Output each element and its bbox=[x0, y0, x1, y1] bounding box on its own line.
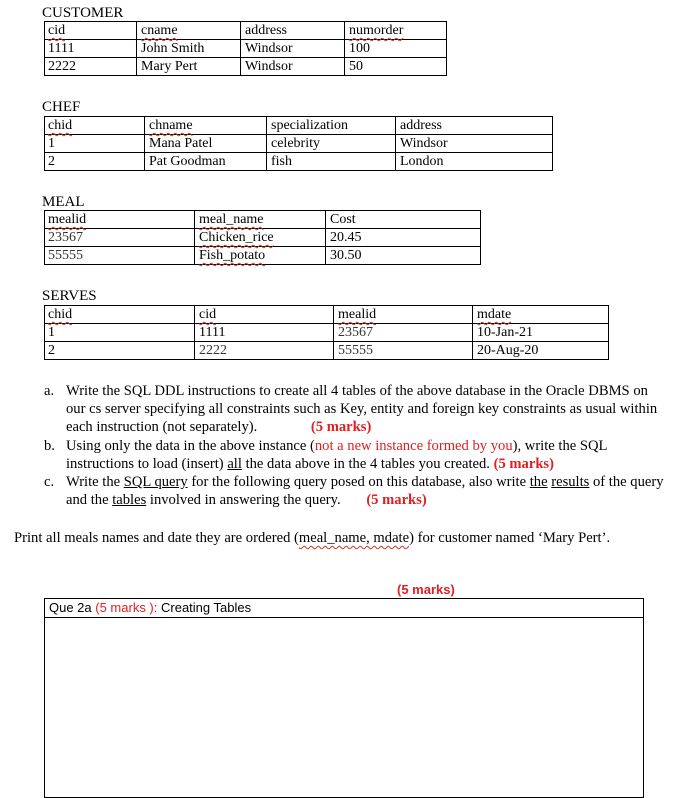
meal-table-title: MEAL bbox=[42, 194, 85, 210]
header-cell: cid bbox=[195, 306, 334, 324]
question-text: ), write the SQL instructions to load (insert) bbox=[66, 437, 607, 472]
question-b bbox=[44, 437, 666, 473]
table-cell: 2222 bbox=[195, 342, 334, 360]
question-text: of the query and the bbox=[66, 474, 664, 509]
answer-box[interactable] bbox=[44, 598, 644, 798]
table-cell: Windsor bbox=[241, 58, 345, 76]
question-text: SQL query bbox=[123, 474, 188, 491]
table-cell: 55555 bbox=[334, 342, 473, 360]
header-cell: address bbox=[396, 117, 553, 135]
question-text: involved in answering the query. bbox=[146, 492, 341, 509]
question-label: b. bbox=[44, 437, 55, 454]
table-cell: 55555 bbox=[45, 247, 195, 265]
table-header-row bbox=[45, 306, 609, 324]
header-cell: chid bbox=[45, 306, 195, 324]
serves-table-title: SERVES bbox=[42, 288, 97, 304]
table-cell: 30.50 bbox=[326, 247, 481, 265]
table-cell: 50 bbox=[345, 58, 447, 76]
question-c bbox=[44, 473, 666, 509]
header-cell: specialization bbox=[267, 117, 396, 135]
table-cell: celebrity bbox=[267, 135, 396, 153]
table-cell: Windsor bbox=[396, 135, 553, 153]
query-prompt: Print all meals names and date they are ordered (meal_name, mdate) for customer named ‘Mary Pert’. bbox=[14, 530, 611, 546]
header-cell: address bbox=[241, 22, 345, 40]
meal-table bbox=[44, 210, 481, 265]
marks-label: (5 marks) bbox=[397, 582, 455, 597]
table-cell: Mana Patel bbox=[145, 135, 267, 153]
marks-text: (5 marks) bbox=[366, 492, 427, 509]
table-cell: Pat Goodman bbox=[145, 153, 267, 171]
red-note: not a new instance formed by you bbox=[314, 437, 513, 454]
question-text: the bbox=[529, 474, 548, 491]
table-row bbox=[45, 229, 481, 247]
question-text: Write the SQL DDL instructions to create all 4 tables of the above database in the Oracle DBMS on our cs server specifying all constraints such as Key, entity and foreign key constraints as usual within each instruction (not separately). bbox=[66, 383, 658, 436]
table-row bbox=[45, 135, 553, 153]
question-text: tables bbox=[112, 492, 147, 509]
header-cell: Cost bbox=[326, 211, 481, 229]
question-label: a. bbox=[44, 383, 55, 399]
table-cell: Chicken_rice bbox=[195, 229, 326, 247]
customer-table-title: CUSTOMER bbox=[42, 5, 124, 21]
table-cell: 100 bbox=[345, 40, 447, 58]
serves-table bbox=[44, 305, 609, 360]
chef-table bbox=[44, 116, 553, 171]
table-cell: 20.45 bbox=[326, 229, 481, 247]
customer-table bbox=[44, 21, 447, 76]
table-cell: 20-Aug-20 bbox=[473, 342, 609, 360]
table-row bbox=[45, 247, 481, 265]
question-list bbox=[44, 382, 666, 509]
table-header-row bbox=[45, 211, 481, 229]
question-text: all bbox=[227, 455, 242, 472]
marks-text: (5 marks) bbox=[310, 419, 372, 436]
question-text: Using only the data in the above instance ( bbox=[66, 437, 315, 454]
table-cell: 23567 bbox=[45, 229, 195, 247]
chef-table-title: CHEF bbox=[42, 99, 81, 115]
question-text: Write the bbox=[66, 474, 124, 491]
table-cell: 1111 bbox=[195, 324, 334, 342]
table-cell: 10-Jan-21 bbox=[473, 324, 609, 342]
table-cell: London bbox=[396, 153, 553, 171]
header-cell: chname bbox=[145, 117, 267, 135]
header-cell: cname bbox=[137, 22, 241, 40]
question-label: c. bbox=[44, 474, 55, 491]
header-cell: chid bbox=[45, 117, 145, 135]
header-cell: mdate bbox=[473, 306, 609, 324]
question-text: for the following query posed on this database, also write bbox=[187, 474, 530, 491]
question-a bbox=[44, 382, 666, 437]
table-row bbox=[45, 342, 609, 360]
table-cell: Fish_potato bbox=[195, 247, 326, 265]
answer-box-header: Que 2a (5 marks ): Creating Tables bbox=[45, 599, 643, 618]
header-cell: numorder bbox=[345, 22, 447, 40]
table-cell: 2 bbox=[45, 153, 145, 171]
table-row bbox=[45, 58, 447, 76]
question-text: results bbox=[551, 474, 590, 491]
table-row bbox=[45, 324, 609, 342]
table-cell: Mary Pert bbox=[137, 58, 241, 76]
table-row bbox=[45, 40, 447, 58]
header-cell: mealid bbox=[45, 211, 195, 229]
table-cell: 2 bbox=[45, 342, 195, 360]
table-cell: fish bbox=[267, 153, 396, 171]
marks-text: (5 marks) bbox=[493, 455, 554, 472]
table-header-row bbox=[45, 117, 553, 135]
table-header-row bbox=[45, 22, 447, 40]
table-cell: 2222 bbox=[45, 58, 137, 76]
table-cell: 1111 bbox=[45, 40, 137, 58]
table-cell: John Smith bbox=[137, 40, 241, 58]
table-cell: 1 bbox=[45, 135, 145, 153]
table-row bbox=[45, 153, 553, 171]
table-cell: 1 bbox=[45, 324, 195, 342]
header-cell: mealid bbox=[334, 306, 473, 324]
header-cell: meal_name bbox=[195, 211, 326, 229]
question-text: the data above in the 4 tables you created. bbox=[241, 455, 490, 472]
table-cell: Windsor bbox=[241, 40, 345, 58]
header-cell: cid bbox=[45, 22, 137, 40]
table-cell: 23567 bbox=[334, 324, 473, 342]
